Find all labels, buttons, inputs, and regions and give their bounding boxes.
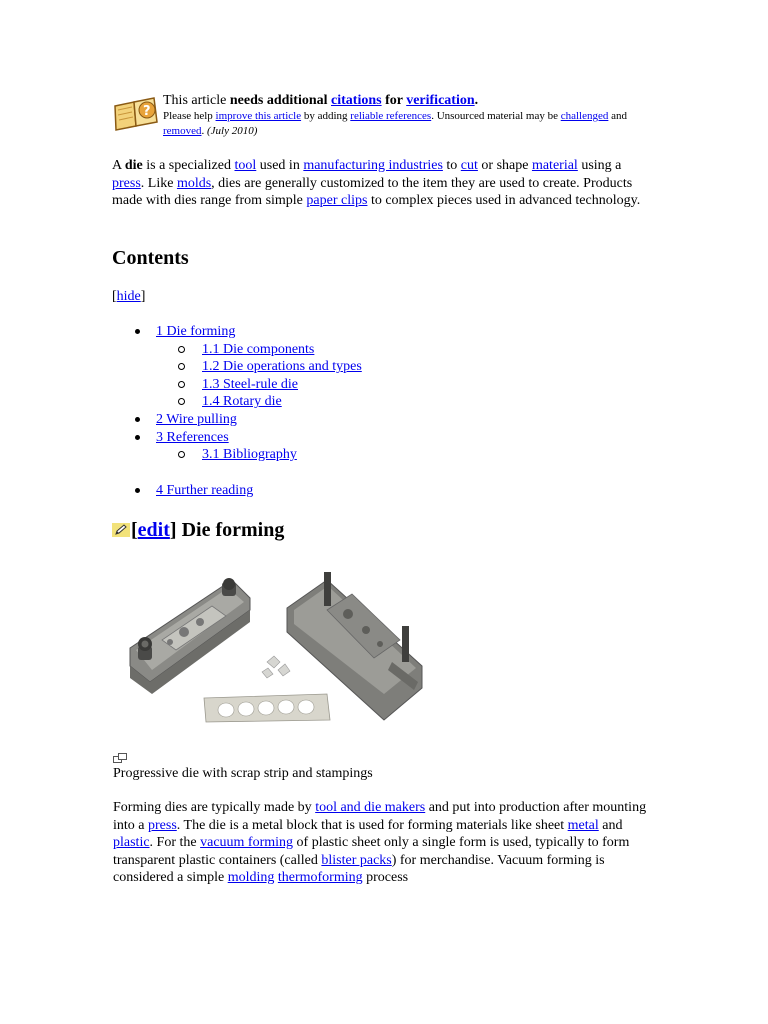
cut-link[interactable]: cut [460, 158, 478, 173]
toc-link-die-components[interactable]: 1.1 Die components [202, 341, 315, 357]
progressive-die-image[interactable] [122, 570, 432, 730]
toc-item [112, 482, 362, 500]
removed-link[interactable]: removed [163, 125, 202, 137]
ambox-notice [112, 92, 632, 140]
circle-bullet-icon [178, 346, 185, 353]
improve-article-link[interactable]: improve this article [215, 110, 302, 122]
notice-title: This article needs additional citations for verification. [163, 93, 479, 108]
toc-item [112, 358, 362, 376]
hide-toc-link[interactable]: hide [116, 289, 141, 304]
toc-link-wire-pulling[interactable]: 2 Wire pulling [156, 411, 237, 427]
verification-link[interactable]: verification [406, 93, 475, 108]
molding-link[interactable]: molding [227, 870, 275, 885]
manufacturing-industries-link[interactable]: manufacturing industries [303, 158, 443, 173]
toc-link-further-reading[interactable]: 4 Further reading [156, 482, 254, 498]
toc-item [112, 446, 362, 464]
toc-link-references[interactable]: 3 References [156, 429, 229, 445]
section-heading-die-forming: [edit] Die forming [112, 517, 284, 543]
toc-item [112, 323, 362, 341]
left-die-plate [130, 578, 250, 694]
edit-section-link[interactable]: edit [137, 519, 170, 541]
notice-help: Please help improve this article by adding reliable references. Unsourced material may be challenged and removed. (July 2010) [163, 110, 628, 137]
circle-bullet-icon [178, 363, 185, 370]
circle-bullet-icon [178, 381, 185, 388]
vacuum-forming-link[interactable]: vacuum forming [200, 835, 294, 850]
tool-link[interactable]: tool [234, 158, 257, 173]
toc-link-steel-rule-die[interactable]: 1.3 Steel-rule die [202, 376, 299, 392]
toc-item [112, 429, 362, 447]
press-link-2[interactable]: press [148, 817, 177, 833]
metal-link[interactable]: metal [567, 817, 599, 833]
paper-clips-link[interactable]: paper clips [306, 193, 368, 208]
bullet-icon [135, 435, 140, 440]
blister-packs-link[interactable]: blister packs [321, 852, 392, 868]
enlarge-icon[interactable] [113, 753, 127, 763]
molds-link[interactable]: molds [176, 175, 212, 191]
toc-link-bibliography[interactable]: 3.1 Bibliography [202, 447, 297, 463]
challenged-link[interactable]: challenged [560, 110, 609, 122]
circle-bullet-icon [178, 451, 185, 458]
book-question-icon [112, 96, 160, 132]
toc-item [112, 411, 362, 429]
bullet-icon [135, 329, 140, 334]
toc-link-rotary-die[interactable]: 1.4 Rotary die [202, 394, 282, 410]
toc-toggle: [hide] [112, 289, 146, 304]
thermoforming-link[interactable]: thermoforming [277, 870, 363, 885]
body-paragraph: Forming dies are typically made by tool and die makers and put into production after mounting into a press. The die is a metal block that is used for forming materials like sheet metal and plastic. For the vacuum forming of plastic sheet only a single form is used, typically to form transparent plastic containers (called blister packs) for merchandise. Vacuum forming is considered a simple molding thermoforming process [113, 800, 647, 885]
toc-link-die-operations[interactable]: 1.2 Die operations and types [202, 359, 362, 375]
plastic-link[interactable]: plastic [113, 835, 150, 850]
lead-paragraph: A die is a specialized tool used in manufacturing industries to cut or shape material using a press. Like molds, dies are generally customized to the item they are used to create. Products made with dies range from simple paper clips to complex pieces used in advanced technology. [112, 158, 641, 208]
toc-item [112, 393, 362, 411]
figure-caption: Progressive die with scrap strip and stampings [113, 766, 373, 781]
edit-pencil-icon[interactable] [112, 523, 130, 537]
toc-spacer [112, 464, 362, 482]
contents-heading: Contents [112, 247, 189, 269]
toc-link-die-forming[interactable]: 1 Die forming [156, 324, 236, 339]
tool-and-die-makers-link[interactable]: tool and die makers [315, 800, 426, 815]
toc-item [112, 376, 362, 394]
stampings [262, 656, 290, 678]
bullet-icon [135, 488, 140, 493]
scrap-strip [204, 694, 330, 722]
material-link[interactable]: material [531, 158, 578, 173]
press-link[interactable]: press [112, 175, 141, 191]
toc-item [112, 341, 362, 359]
svg-text:?: ? [143, 104, 151, 119]
bullet-icon [135, 417, 140, 422]
circle-bullet-icon [178, 398, 185, 405]
citations-link[interactable]: citations [331, 93, 382, 108]
reliable-references-link[interactable]: reliable references [350, 110, 432, 122]
table-of-contents [112, 323, 362, 499]
